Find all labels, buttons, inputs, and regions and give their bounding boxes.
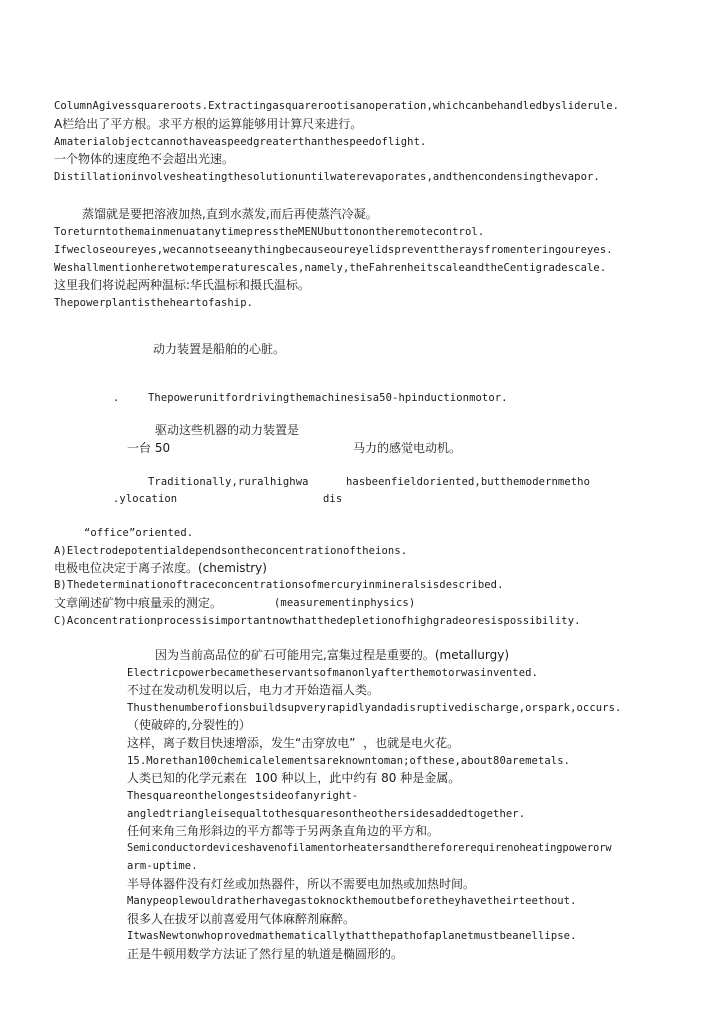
text-line: ToreturntothemainmenuatanytimepresstheMENUbuttonontheremotecontrol. — [54, 226, 485, 238]
text-line: 蒸馏就是要把溶液加热,直到水蒸发,而后再使蒸汽冷凝。 — [82, 207, 378, 221]
text-line: Thepowerplantistheheartofaship. — [54, 297, 254, 309]
text-line: 因为当前高品位的矿石可能用完,富集过程是重要的。(metallurgy) — [155, 648, 510, 662]
text-line: A栏给出了平方根。求平方根的运算能够用计算尺来进行。 — [54, 117, 363, 131]
text-line: . — [113, 392, 120, 404]
text-line: 任何来角三角形斜边的平方都等于另两条直角边的平方和。 — [127, 824, 440, 838]
text-line: 很多人在拔牙以前喜爱用气体麻醉剂麻醉。 — [127, 912, 356, 926]
text-line: 这里我们将说起两种温标:华氏温标和摄氏温标。 — [54, 278, 311, 292]
text-line: arm-uptime. — [127, 860, 198, 872]
text-line: 驱动这些机器的动力装置是 — [155, 423, 300, 437]
text-line: 这样，离子数目快速增添，发生“击穿放电” ，也就是电火花。 — [127, 736, 460, 750]
text-line: （使破碎的,分裂性的） — [127, 718, 251, 732]
text-line: C)Aconcentrationprocessisimportantnowthatthedepletionofhighgradeoresispossibility. — [54, 615, 581, 627]
text-line: 文章阐述矿物中痕量汞的测定。 — [54, 596, 223, 610]
text-line: “office”oriented. — [84, 527, 194, 539]
text-line: 15.Morethan100chemicalelementsareknowntoman;ofthese,about80aremetals. — [127, 755, 571, 767]
text-line: 正是牛顿用数学方法证了然行星的轨道是椭圆形的。 — [127, 947, 404, 961]
text-line: 人类已知的化学元素在 100 种以上，此中约有 80 种是金属。 — [127, 771, 461, 785]
text-line: Weshallmentionheretwotemperaturescales,namely,theFahrenheitscaleandtheCentigradescale. — [54, 262, 607, 274]
text-line: Thepowerunitfordrivingthemachinesisa50-hpinductionmotor. — [148, 392, 508, 404]
text-line: (measurementinphysics) — [274, 597, 416, 609]
text-line: Traditionally,ruralhighwa — [148, 476, 309, 488]
text-line: Amaterialobjectcannothaveaspeedgreaterthanthespeedoflight. — [54, 136, 427, 148]
text-line: Electricpowerbecametheservantsofmanonlyafterthemotorwasinvented. — [127, 667, 538, 679]
text-line: 动力装置是船舶的心脏。 — [153, 342, 286, 356]
text-line: Ifwecloseoureyes,wecannotseeanythingbecauseoureyelidspreventtheraysfromenteringoureyes. — [54, 244, 613, 256]
text-line: hasbeenfieldoriented,butthemodernmetho — [346, 476, 591, 488]
text-line: 一台 50 — [127, 441, 171, 455]
text-line: 马力的感觉电动机。 — [353, 441, 462, 455]
text-line: 电极电位决定于离子浓度。(chemistry) — [54, 561, 267, 575]
text-line: Semiconductordeviceshavenofilamentorheatersandthereforerequirenoheatingpowerorw — [127, 843, 612, 854]
text-line: Manypeoplewouldratherhavegastoknockthemoutbeforetheyhavetheirteethout. — [127, 895, 577, 907]
text-line: 半导体器件没有灯丝或加热器件，所以不需要电加热或加热时间。 — [127, 877, 476, 891]
text-line: Thesquareonthelongestsideofanyright- — [127, 790, 359, 802]
text-line: B)Thedeterminationoftraceconcentrationsofmercuryinmineralsisdescribed. — [54, 579, 504, 591]
text-line: dis — [323, 493, 343, 505]
text-line: Distillationinvolvesheatingthesolutionuntilwaterevaporates,andthencondensingthevapor. — [54, 171, 600, 183]
text-line: 一个物体的速度绝不会超出光速。 — [54, 152, 235, 166]
text-line: 不过在发动机发明以后，电力才开始造福人类。 — [127, 683, 380, 697]
text-line: .ylocation — [113, 493, 178, 505]
text-line: angledtriangleisequaltothesquaresontheothersidesaddedtogether. — [127, 808, 526, 820]
text-line: A)Electrodepotentialdependsontheconcentrationoftheions. — [54, 545, 408, 557]
text-line: Thusthenumberofionsbuildsupveryrapidlyandadisruptivedischarge,orspark,occurs. — [127, 702, 622, 714]
text-line: ItwasNewtonwhoprovedmathematicallythatthepathofaplanetmustbeanellipse. — [127, 930, 577, 942]
text-line: ColumnAgivessquareroots.Extractingasquarerootisanoperation,whichcanbehandledbysliderule. — [54, 100, 620, 112]
